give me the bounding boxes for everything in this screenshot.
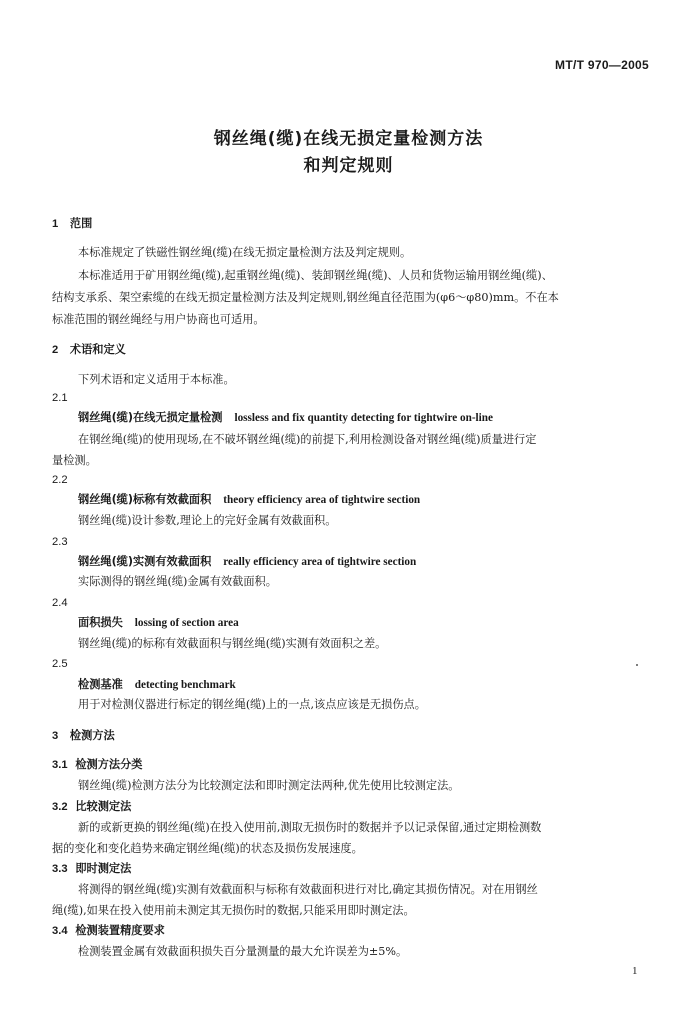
clause-number: 2.3 [52,536,68,548]
section-number: 1 [52,218,59,230]
subsection-number: 3.4 [52,925,68,937]
paragraph: 钢丝绳(缆)检测方法分为比较测定法和即时测定法两种,优先使用比较测定法。 [78,779,460,792]
clause-number: 2.4 [52,597,68,609]
paragraph: 据的变化和变化趋势来确定钢丝绳(缆)的状态及损伤发展速度。 [52,842,363,855]
page-title-line-1: 钢丝绳(缆)在线无损定量检测方法 [213,129,484,149]
term-en: theory efficiency area of tightwire section [223,494,421,506]
subsection-title: 检测方法分类 [75,758,143,771]
clause-number: 2.5 [52,658,68,670]
paragraph: 本标准适用于矿用钢丝绳(缆),起重钢丝绳(缆)、装卸钢丝绳(缆)、人员和货物运输用钢丝绳(缆)、 [78,269,553,282]
term-cn: 钢丝绳(缆)实测有效截面积 [78,555,212,568]
paragraph: 绳(缆),如果在投入使用前未测定其无损伤时的数据,只能采用即时测定法。 [52,904,415,917]
clause-number: 2.2 [52,474,68,486]
definition: 用于对检测仪器进行标定的钢丝绳(缆)上的一点,该点应该是无损伤点。 [78,698,426,711]
paragraph: 本标准规定了铁磁性钢丝绳(缆)在线无损定量检测方法及判定规则。 [78,246,412,259]
term-en: detecting benchmark [134,679,236,691]
section-title: 检测方法 [69,729,115,742]
paragraph: 检测装置金属有效截面积损失百分量测量的最大允许误差为±5%。 [78,945,408,958]
section-1-heading [52,217,92,231]
subsection-number: 3.2 [52,801,68,813]
definition: 钢丝绳(缆)设计参数,理论上的完好金属有效截面积。 [78,514,337,527]
scan-speck [636,664,638,666]
subsection-title: 检测装置精度要求 [75,924,165,937]
paragraph: 下列术语和定义适用于本标准。 [78,373,235,386]
section-number: 2 [52,344,59,356]
term-line [78,555,416,569]
section-3-heading [52,729,115,743]
subsection-heading [52,800,131,814]
term-line [78,411,493,425]
page-number: 1 [632,965,638,977]
term-en: lossless and fix quantity detecting for tightwire on-line [234,412,493,424]
definition: 钢丝绳(缆)的标称有效截面积与钢丝绳(缆)实测有效面积之差。 [78,637,387,650]
definition: 在钢丝绳(缆)的使用现场,在不破坏钢丝绳(缆)的前提下,利用检测设备对钢丝绳(缆)质量进行定 [78,433,537,446]
paragraph: 标准范围的钢丝绳经与用户协商也可适用。 [52,313,265,326]
subsection-number: 3.3 [52,863,68,875]
term-line [78,616,239,630]
term-cn: 检测基准 [78,678,123,691]
subsection-heading [52,924,165,938]
doc-code: MT/T 970—2005 [555,58,649,72]
term-en: really efficiency area of tightwire section [223,556,417,568]
paragraph: 结构支承系、架空索缆的在线无损定量检测方法及判定规则,钢丝绳直径范围为(φ6～φ80)mm。不在本 [52,291,559,304]
section-2-heading [52,343,126,357]
paragraph: 将测得的钢丝绳(缆)实测有效截面积与标称有效截面积进行对比,确定其损伤情况。对在用钢丝 [78,883,538,896]
term-cn: 钢丝绳(缆)在线无损定量检测 [78,411,223,424]
term-line [78,493,420,507]
term-cn: 面积损失 [78,616,123,629]
term-line [78,678,236,692]
definition: 量检测。 [52,454,97,467]
section-title: 范围 [69,217,93,230]
subsection-number: 3.1 [52,759,68,771]
clause-number: 2.1 [52,392,68,404]
term-cn: 钢丝绳(缆)标称有效截面积 [78,493,212,506]
definition: 实际测得的钢丝绳(缆)金属有效截面积。 [78,575,277,588]
subsection-heading [52,862,131,876]
section-number: 3 [52,730,59,742]
paragraph: 新的或新更换的钢丝绳(缆)在投入使用前,测取无损伤时的数据并予以记录保留,通过定期检测数 [78,821,542,834]
page-title-line-2: 和判定规则 [303,156,394,176]
subsection-title: 比较测定法 [75,800,132,813]
section-title: 术语和定义 [69,343,126,356]
subsection-heading [52,758,143,772]
term-en: lossing of section area [134,617,239,629]
subsection-title: 即时测定法 [75,862,132,875]
